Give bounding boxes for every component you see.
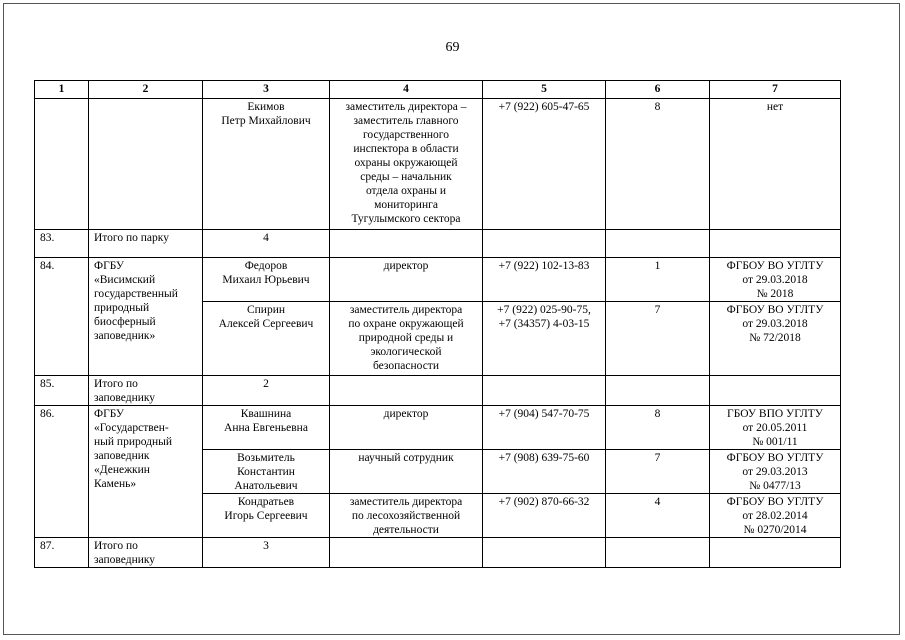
- cell-line: Алексей Сергеевич: [218, 318, 314, 330]
- row-number-cell: 83.: [35, 230, 89, 258]
- position-cell: [330, 302, 483, 376]
- header-cell: 1: [35, 81, 89, 99]
- cell-line: ФГБОУ ВО УГЛТУ: [726, 452, 824, 464]
- org-cell: [89, 406, 203, 538]
- cell-line: инспектора в области: [353, 143, 459, 155]
- cell-line: мониторинга: [374, 199, 438, 211]
- cell-line: от 20.05.2011: [742, 422, 808, 434]
- total-row: [35, 230, 841, 258]
- phone-cell: [483, 99, 606, 230]
- cell-line: охраны окружающей: [354, 157, 458, 169]
- cell-line: ФГБОУ ВО УГЛТУ: [726, 496, 824, 508]
- total-row: [35, 538, 841, 568]
- cell-line: государственного: [363, 129, 449, 141]
- cell-line: заместитель директора: [349, 496, 463, 508]
- position-cell: [330, 406, 483, 450]
- phone-cell: [483, 450, 606, 494]
- cell-line: ФГБОУ ВО УГЛТУ: [726, 260, 824, 272]
- cell-line: государственный: [94, 288, 178, 300]
- row-number-cell: 86.: [35, 406, 89, 538]
- empty-cell: [483, 376, 606, 406]
- count-cell: 8: [606, 406, 710, 450]
- org-cell: [89, 99, 203, 230]
- cell-line: № 2018: [756, 288, 794, 300]
- empty-cell: [330, 376, 483, 406]
- empty-cell: [606, 376, 710, 406]
- cell-line: «Государствен-: [94, 422, 169, 434]
- cell-line: Итого по: [94, 378, 138, 390]
- cell-line: «Денежкин: [94, 464, 150, 476]
- training-cell: [710, 99, 841, 230]
- cell-line: +7 (922) 605-47-65: [498, 101, 590, 113]
- cell-line: безопасности: [372, 360, 439, 372]
- cell-line: Камень»: [94, 478, 137, 490]
- cell-line: +7 (902) 870-66-32: [498, 496, 590, 508]
- cell-line: Тугулымского сектора: [351, 213, 461, 225]
- cell-line: Возьмитель: [237, 452, 295, 464]
- cell-line: +7 (922) 025-90-75,: [497, 304, 591, 316]
- header-cell: 2: [89, 81, 203, 99]
- page-number: 69: [445, 40, 460, 55]
- header-cell: 3: [203, 81, 330, 99]
- empty-cell: [606, 230, 710, 258]
- person-name-cell: [203, 99, 330, 230]
- cell-line: № 0270/2014: [743, 524, 807, 536]
- cell-line: Федоров: [244, 260, 288, 272]
- empty-cell: [483, 230, 606, 258]
- org-cell: [89, 538, 203, 568]
- cell-line: № 001/11: [752, 436, 798, 448]
- cell-line: Петр Михайлович: [221, 115, 311, 127]
- cell-line: +7 (922) 102-13-83: [498, 260, 590, 272]
- cell-line: научный сотрудник: [358, 452, 454, 464]
- cell-line: заместитель директора –: [345, 101, 467, 113]
- cell-line: биосферный: [94, 316, 156, 328]
- cell-line: отдела охраны и: [365, 185, 447, 197]
- row-number-cell: 87.: [35, 538, 89, 568]
- cell-line: природной среды и: [358, 332, 454, 344]
- position-cell: [330, 99, 483, 230]
- cell-line: среды – начальник: [360, 171, 452, 183]
- cell-line: № 72/2018: [749, 332, 801, 344]
- person-name-cell: [203, 258, 330, 302]
- cell-line: +7 (904) 547-70-75: [498, 408, 590, 420]
- cell-line: Екимов: [247, 101, 285, 113]
- cell-line: ФГБУ: [94, 260, 125, 272]
- cell-line: Квашнина: [240, 408, 292, 420]
- cell-line: от 29.03.2013: [742, 466, 808, 478]
- count-cell: 4: [606, 494, 710, 538]
- org-cell: [89, 376, 203, 406]
- cell-line: ный природный: [94, 436, 173, 448]
- org-cell: [89, 258, 203, 376]
- cell-line: заповедник»: [94, 330, 156, 342]
- position-cell: [330, 494, 483, 538]
- cell-line: экологической: [370, 346, 442, 358]
- person-name-cell: [203, 406, 330, 450]
- training-cell: [710, 406, 841, 450]
- total-cell: 2: [203, 376, 330, 406]
- cell-line: деятельности: [373, 524, 439, 536]
- cell-line: Спирин: [246, 304, 286, 316]
- person-name-cell: [203, 494, 330, 538]
- person-row: [35, 258, 841, 302]
- row-number-cell: 84.: [35, 258, 89, 376]
- cell-line: от 29.03.2018: [742, 274, 808, 286]
- cell-line: по лесохозяйственной: [351, 510, 461, 522]
- row-number-cell: 85.: [35, 376, 89, 406]
- training-cell: [710, 450, 841, 494]
- cell-line: «Висимский: [94, 274, 156, 286]
- person-name-cell: [203, 450, 330, 494]
- cell-line: ГБОУ ВПО УГЛТУ: [727, 408, 823, 420]
- empty-cell: [606, 538, 710, 568]
- cell-line: Итого по парку: [94, 232, 169, 244]
- cell-line: ФГБУ: [94, 408, 125, 420]
- cell-line: Итого по: [94, 540, 138, 552]
- total-cell: 3: [203, 538, 330, 568]
- count-cell: 7: [606, 302, 710, 376]
- org-cell: [89, 230, 203, 258]
- header-cell: 7: [710, 81, 841, 99]
- empty-cell: [330, 230, 483, 258]
- cell-line: заместитель главного: [353, 115, 459, 127]
- training-cell: [710, 494, 841, 538]
- header-cell: 4: [330, 81, 483, 99]
- count-cell: 7: [606, 450, 710, 494]
- count-cell: 8: [606, 99, 710, 230]
- header-row: [35, 81, 841, 99]
- cell-line: +7 (908) 639-75-60: [498, 452, 590, 464]
- cell-line: Анатольевич: [234, 480, 298, 492]
- position-cell: [330, 258, 483, 302]
- empty-cell: [483, 538, 606, 568]
- cell-line: директор: [383, 408, 429, 420]
- cell-line: заповеднику: [94, 554, 156, 566]
- cell-line: заместитель директора: [349, 304, 463, 316]
- phone-cell: [483, 406, 606, 450]
- cell-line: заповеднику: [94, 392, 156, 404]
- cell-line: ФГБОУ ВО УГЛТУ: [726, 304, 824, 316]
- header-cell: 6: [606, 81, 710, 99]
- position-cell: [330, 450, 483, 494]
- cell-line: Игорь Сергеевич: [224, 510, 308, 522]
- cell-line: +7 (34357) 4-03-15: [498, 318, 590, 330]
- cell-line: Кондратьев: [237, 496, 295, 508]
- training-cell: [710, 302, 841, 376]
- person-name-cell: [203, 302, 330, 376]
- cell-line: нет: [766, 101, 784, 113]
- empty-cell: [710, 230, 841, 258]
- cell-line: Анна Евгеньевна: [224, 422, 308, 434]
- cell-line: по охране окружающей: [348, 318, 464, 330]
- row-number-cell: [35, 99, 89, 230]
- phone-cell: [483, 494, 606, 538]
- header-cell: 5: [483, 81, 606, 99]
- cell-line: заповедник: [94, 450, 150, 462]
- person-row: [35, 406, 841, 450]
- count-cell: 1: [606, 258, 710, 302]
- total-cell: 4: [203, 230, 330, 258]
- empty-cell: [710, 538, 841, 568]
- cell-line: Михаил Юрьевич: [222, 274, 310, 286]
- empty-cell: [710, 376, 841, 406]
- cell-line: природный: [94, 302, 150, 314]
- staff-table: [34, 80, 841, 568]
- training-cell: [710, 258, 841, 302]
- cell-line: директор: [383, 260, 429, 272]
- cell-line: от 28.02.2014: [742, 510, 808, 522]
- empty-cell: [330, 538, 483, 568]
- total-row: [35, 376, 841, 406]
- cell-line: от 29.03.2018: [742, 318, 808, 330]
- phone-cell: [483, 258, 606, 302]
- cell-line: № 0477/13: [749, 480, 801, 492]
- phone-cell: [483, 302, 606, 376]
- cell-line: Константин: [237, 466, 295, 478]
- person-row: [35, 99, 841, 230]
